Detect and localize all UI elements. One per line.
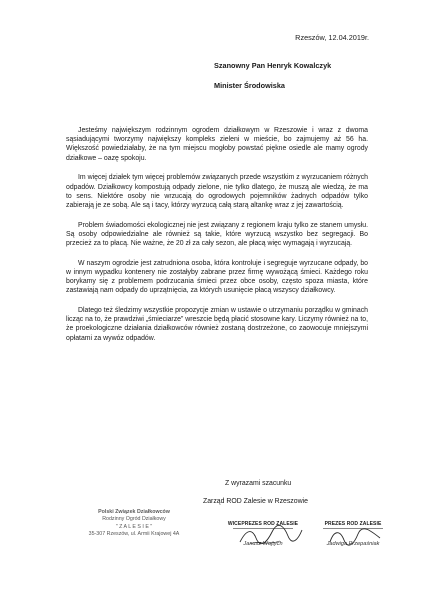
stamp-line-garden: Rodzinny Ogród Działkowy (102, 516, 166, 523)
signature-role: PREZES ROD ZALESIE (324, 521, 382, 527)
addressee-name: Szanowny Pan Henryk Kowalczyk (214, 61, 332, 70)
signature-name: Jadwiga Przepaśniak (326, 541, 380, 547)
letter-date: Rzeszów, 12.04.2019r. (295, 33, 369, 42)
body-paragraph: Jesteśmy największym rodzinnym ogrodem działkowym w Rzeszowie i wraz z dwoma sąsiadującymi tworzymy największy kompleks zieleni w mieście, bo zajmujemy aż 56 ha. Większość powiedziałaby, że na tym miejscu mogłoby powstać piękne osiedle ale mamy ogrody działkowe – oazę spokoju. (66, 127, 368, 162)
signature-name: Janusz Wojtych (243, 541, 283, 547)
body-paragraph: Problem świadomości ekologicznej nie jest związany z regionem kraju tylko ze stanem umysłu. Są osoby odpowiedzialne ale również są takie, które wyrzucą wszystko bez segregacji. Bo przecież za to płacą. Nie ważne, że 20 zł za cały sezon, ale płacą więc wymagają i wyrzucają. (66, 221, 368, 248)
signature-role: WICEPREZES ROD ZALESIE (227, 521, 299, 527)
body-paragraph: Im więcej działek tym więcej problemów związanych przede wszystkim z wyrzucaniem różnych odpadów. Działkowcy kompostują odpady zielone, nie tylko dlatego, że muszą ale wiedzą, że ma to sens. Niektóre osoby nie wrzucają do ogrodowych pojemników żadnych odpadów tylko zabierają je ze sobą. Ale są i tacy, którzy wyrzucą całą starą altankę wraz z jej zawartością. (66, 174, 368, 209)
addressee-block (214, 61, 331, 90)
addressee-title: Minister Środowiska (214, 81, 285, 90)
organization-stamp (80, 509, 188, 539)
vice-president-signature (219, 521, 307, 547)
body-paragraph: W naszym ogrodzie jest zatrudniona osoba, która kontroluje i segreguje wyrzucane odpady, bo w innym wypadku kontenery nie zostałyby zabrane przez firmę wywożącą śmieci. Każdego roku borykamy się z problemem podrzucania śmieci przez obce osoby, często spoza miasta, które zastawiają nam odpady do uprzątnięcia, za których usunięcie płacą wszyscy działkowcy. (66, 259, 368, 295)
stamp-line-organization: Polski Związek Działkowców (98, 509, 170, 515)
stamp-line-address: 35-307 Rzeszów, ul. Armii Krajowej 4A (88, 531, 180, 538)
president-signature (316, 521, 390, 547)
body-paragraph: Dlatego też śledzimy wszystkie propozycje zmian w ustawie o utrzymaniu porządku w gminach licząc na to, że prawdziwi „śmieciarze” wreszcie będą płacić stosowne kary. Liczymy również na to, że proekologiczne działania działkowców również zostaną dostrzeżone, co zaowocuje mniejszymi opłatami za wywóz odpadów. (66, 307, 368, 342)
signature-rule (323, 528, 383, 529)
signature-rule (233, 528, 293, 529)
letter-body (66, 126, 368, 353)
stamp-line-name: " Z A L E S I E " (115, 523, 153, 530)
closing-signatory: Zarząd ROD Zalesie w Rzeszowie (203, 498, 308, 505)
closing-salutation: Z wyrazami szacunku (225, 480, 292, 487)
